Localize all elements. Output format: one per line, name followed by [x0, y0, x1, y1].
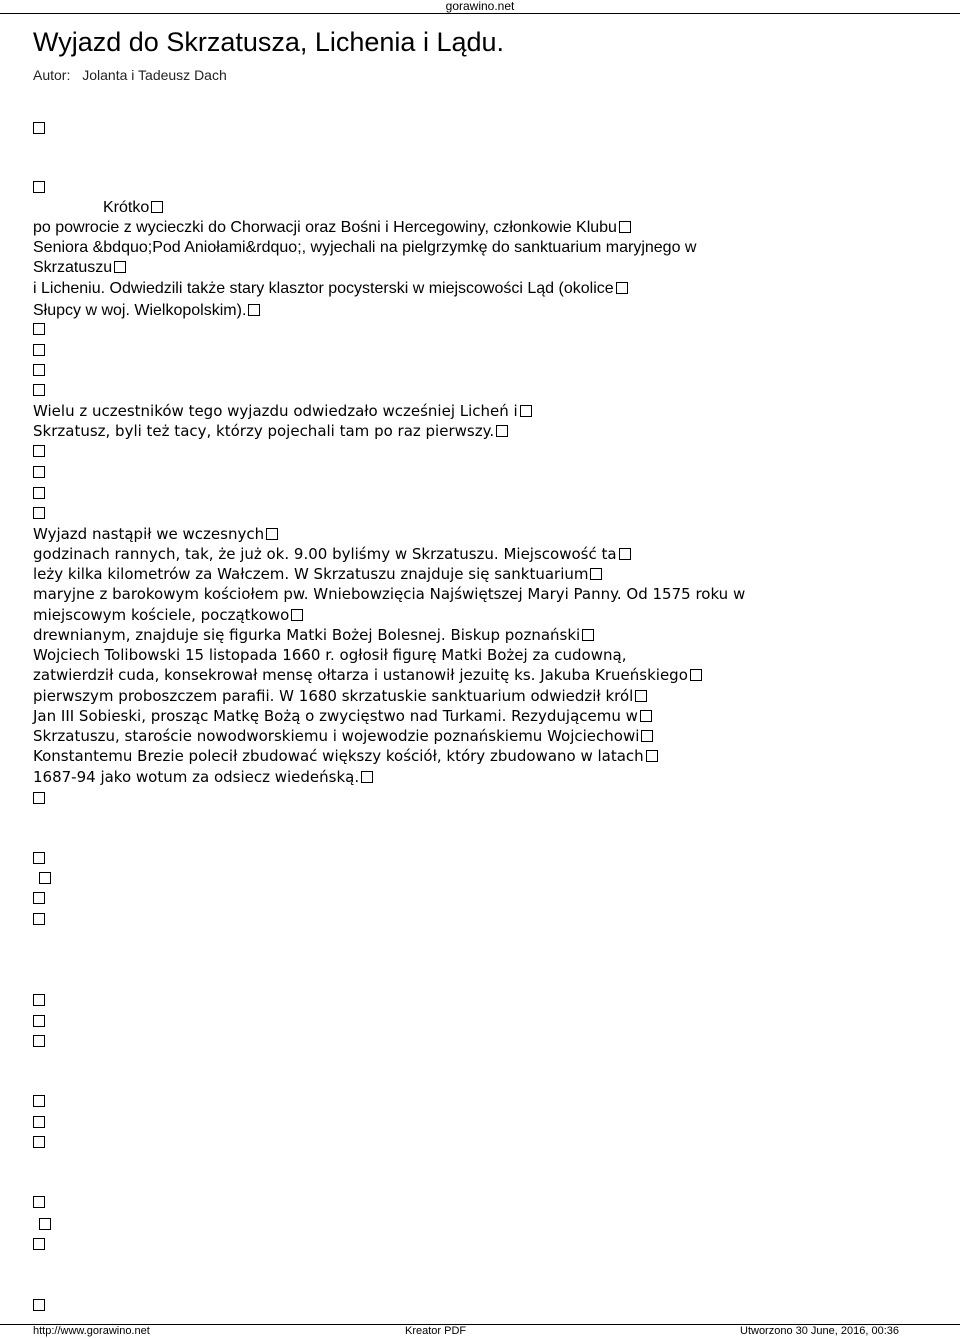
placeholder-glyph — [33, 1193, 45, 1213]
placeholder-glyph — [33, 1133, 45, 1153]
intro-line: Skrzatuszu — [33, 258, 126, 278]
placeholder-glyph — [33, 341, 45, 361]
placeholder-glyph — [33, 991, 45, 1011]
paragraph-line: Jan III Sobieski, prosząc Matkę Bożą o zwycięstwo nad Turkami. Rezydującemu w — [33, 706, 652, 726]
paragraph-line: Wyjazd nastąpił we wczesnych — [33, 524, 278, 544]
placeholder-glyph — [39, 869, 51, 889]
paragraph-line: zatwierdził cuda, konsekrował mensę ołtarza i ustanowił jezuitę ks. Jakuba Krueńskiego — [33, 665, 702, 685]
paragraph-line: Skrzatuszu, staroście nowodworskiemu i wojewodzie poznańskiemu Wojciechowi — [33, 726, 653, 746]
paragraph-line: godzinach rannych, tak, że już ok. 9.00 byliśmy w Skrzatuszu. Miejscowość ta — [33, 544, 631, 564]
placeholder-glyph — [33, 1032, 45, 1052]
placeholder-glyph — [33, 504, 45, 524]
paragraph-line: 1687-94 jako wotum za odsiecz wiedeńską. — [33, 767, 373, 787]
placeholder-glyph — [33, 1092, 45, 1112]
intro-heading: Krótko — [103, 198, 163, 218]
paragraph-line: Konstantemu Brezie polecił zbudować większy kościół, który zbudowano w latach — [33, 746, 658, 766]
placeholder-glyph — [33, 1012, 45, 1032]
placeholder-glyph — [33, 442, 45, 462]
footer-created-date: Utworzono 30 June, 2016, 00:36 — [740, 1325, 900, 1337]
placeholder-glyph — [33, 320, 45, 340]
placeholder-glyph — [33, 484, 45, 504]
header-rule — [0, 13, 960, 14]
placeholder-glyph — [33, 1296, 45, 1316]
paragraph-line: maryjne z barokowym kościołem pw. Wniebowzięcia Najświętszej Maryi Panny. Od 1575 roku w — [33, 585, 746, 603]
placeholder-glyph — [33, 1235, 45, 1255]
placeholder-glyph — [33, 849, 45, 869]
author-line — [33, 67, 227, 83]
paragraph-line: drewnianym, znajduje się figurka Matki Bożej Bolesnej. Biskup poznański — [33, 625, 594, 645]
page-title: Wyjazd do Skrzatusza, Lichenia i Lądu. — [33, 27, 505, 57]
paragraph-line: miejscowym kościele, początkowo — [33, 605, 303, 625]
paragraph-line: pierwszym proboszczem parafii. W 1680 skrzatuskie sanktuarium odwiedził król — [33, 686, 647, 706]
placeholder-glyph — [33, 1113, 45, 1133]
placeholder-glyph — [33, 463, 45, 483]
placeholder-glyph — [33, 789, 45, 809]
paragraph-line: Wojciech Tolibowski 15 listopada 1660 r. ogłosił figurę Matki Bożej za cudowną, — [33, 646, 627, 664]
author-name: Jolanta i Tadeusz Dach — [82, 67, 227, 83]
placeholder-glyph — [33, 889, 45, 909]
paragraph-line: Skrzatusz, byli też tacy, którzy pojechali tam po raz pierwszy. — [33, 421, 508, 441]
placeholder-glyph — [33, 361, 45, 381]
intro-line: po powrocie z wycieczki do Chorwacji oraz Bośni i Hercegowiny, członkowie Klubu — [33, 218, 631, 238]
placeholder-glyph — [33, 381, 45, 401]
intro-line: Seniora &bdquo;Pod Aniołami&rdquo;, wyjechali na pielgrzymkę do sanktuarium maryjnego w — [33, 239, 697, 256]
header-site-name: gorawino.net — [445, 0, 515, 13]
placeholder-glyph — [33, 910, 45, 930]
footer-url-link[interactable]: http://www.gorawino.net — [33, 1325, 150, 1337]
paragraph-line: Wielu z uczestników tego wyjazdu odwiedzało wcześniej Licheń i — [33, 401, 532, 421]
placeholder-glyph — [33, 119, 45, 139]
placeholder-glyph — [39, 1215, 51, 1235]
paragraph-line: leży kilka kilometrów za Wałczem. W Skrzatuszu znajduje się sanktuarium — [33, 564, 602, 584]
placeholder-glyph — [33, 178, 45, 198]
intro-line: Słupcy w woj. Wielkopolskim). — [33, 301, 260, 321]
author-label: Autor: — [33, 67, 71, 83]
footer-creator: Kreator PDF — [405, 1325, 467, 1337]
intro-line: i Licheniu. Odwiedzili także stary klasztor pocysterski w miejscowości Ląd (okolice — [33, 279, 628, 299]
